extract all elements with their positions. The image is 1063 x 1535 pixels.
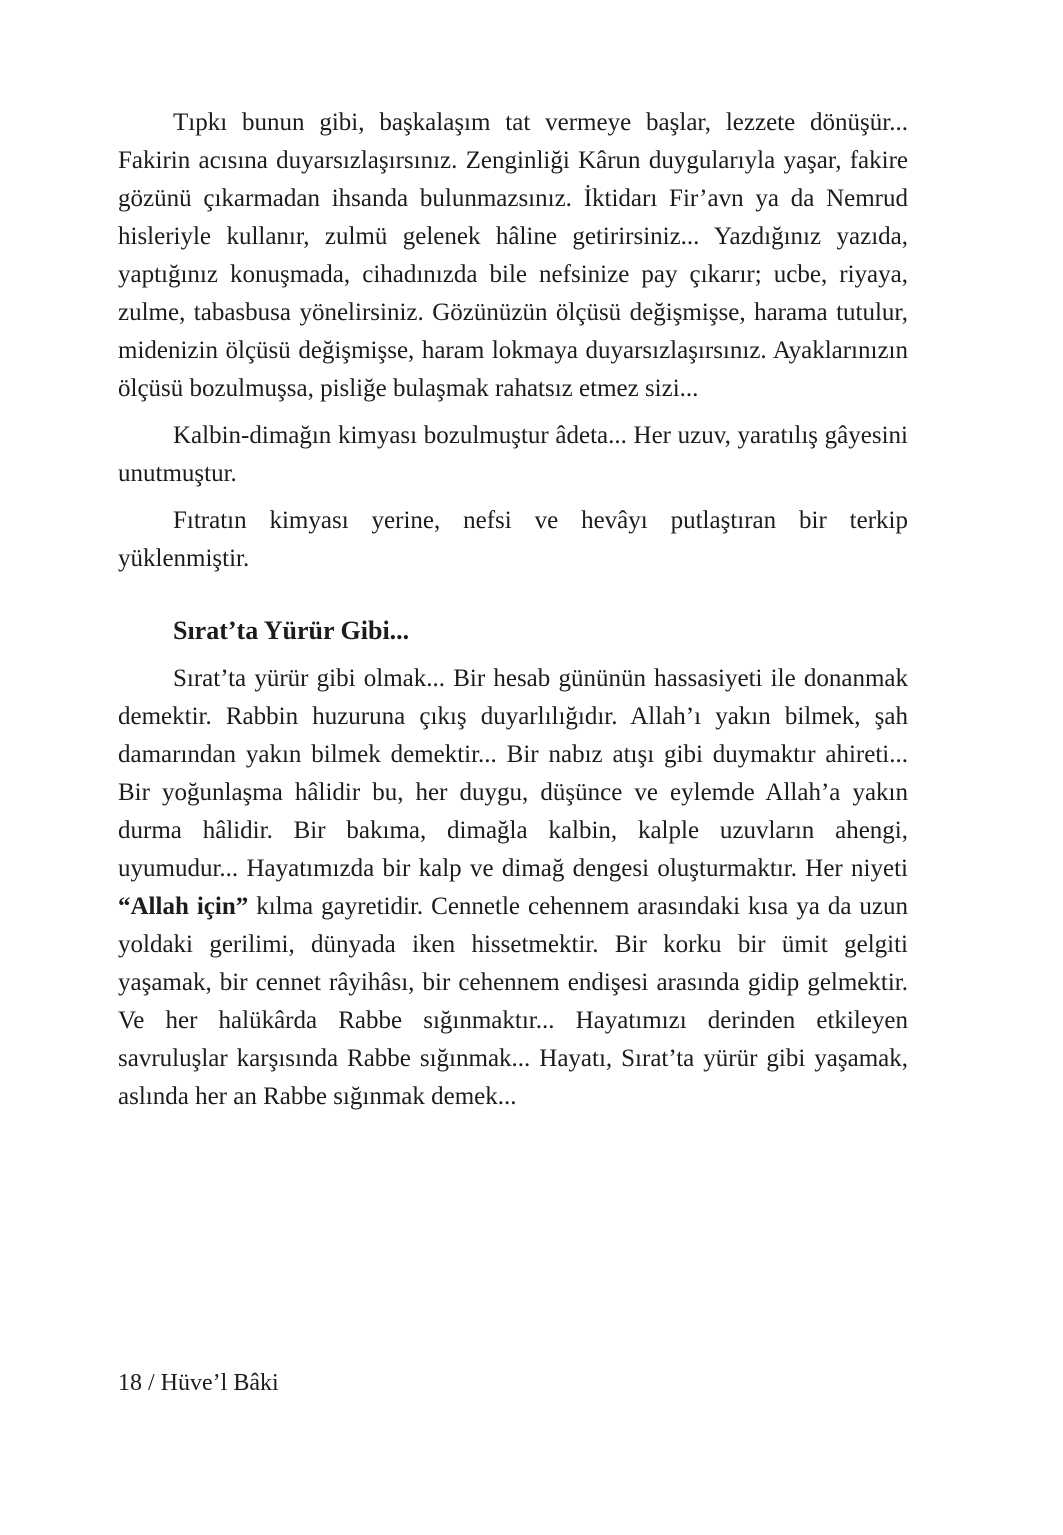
text-segment-bold: “Allah için” xyxy=(118,893,249,920)
page-footer: 18 / Hüve’l Bâki xyxy=(118,1370,279,1396)
page-body xyxy=(118,104,908,1125)
text-segment-bold: Sırat’ta Yürür Gibi... xyxy=(173,616,410,645)
text-segment: Kalbin-dimağın kimyası bozulmuştur âdeta... Her uzuv, yaratılış gâyesini unutmuştur. xyxy=(118,422,908,487)
text-segment: Sırat’ta yürür gibi olmak... Bir hesab gününün hassasiyeti ile donanmak demektir. Rabbin huzuruna çıkış duyarlılığıdır. Allah’ı yakın bilmek, şah damarından yakın bilmek demektir... Bir nabız atışı gibi duymaktır ahireti... Bir yoğunlaşma hâlidir bu, her duygu, düşünce ve eylemde Allah’a yakın durma hâlidir. Bir bakıma, dimağla kalbin, kalple uzuvların ahengi, uyumudur... Hayatımızda bir kalp ve dimağ dengesi oluşturmaktır. Her niyeti xyxy=(118,665,908,882)
text-segment: kılma gayretidir. Cennetle cehennem arasındaki kısa ya da uzun yoldaki gerilimi, dünyada iken hissetmektir. Bir korku bir ümit gelgiti yaşamak, bir cennet râyihâsı, bir cehennem endişesi arasında gidip gelmektir. Ve her halükârda Rabbe sığınmaktır... Hayatımızı derinden etkileyen savruluşlar karşısında Rabbe sığınmak... Hayatı, Sırat’ta yürür gibi yaşamak, aslında her an Rabbe sığınmak demek... xyxy=(118,893,909,1110)
text-segment: Fıtratın kimyası yerine, nefsi ve hevâyı putlaştıran bir terkip yüklenmiştir. xyxy=(118,507,908,572)
paragraph xyxy=(118,660,908,1116)
paragraph xyxy=(118,104,908,408)
paragraph xyxy=(118,502,908,578)
section-heading xyxy=(118,612,908,650)
text-segment: Tıpkı bunun gibi, başkalaşım tat vermeye başlar, lezzete dönüşür... Fakirin acısına duyarsızlaşırsınız. Zenginliği Kârun duygularıyla yaşar, fakire gözünü çıkarmadan ihsanda bulunmazsınız. İktidarı Fir’avn ya da Nemrud hisleriyle kullanır, zulmü gelenek hâline getirirsiniz... Yazdığınız yazıda, yaptığınız konuşmada, cihadınızda bile nefsinize pay çıkarır; ucbe, riyaya, zulme, tabasbusa yönelirsiniz. Gözünüzün ölçüsü değişmişse, harama tutulur, midenizin ölçüsü değişmişse, haram lokmaya duyarsızlaşırsınız. Ayaklarınızın ölçüsü bozulmuşsa, pisliğe bulaşmak rahatsız etmez sizi... xyxy=(118,109,908,402)
paragraph xyxy=(118,417,908,493)
